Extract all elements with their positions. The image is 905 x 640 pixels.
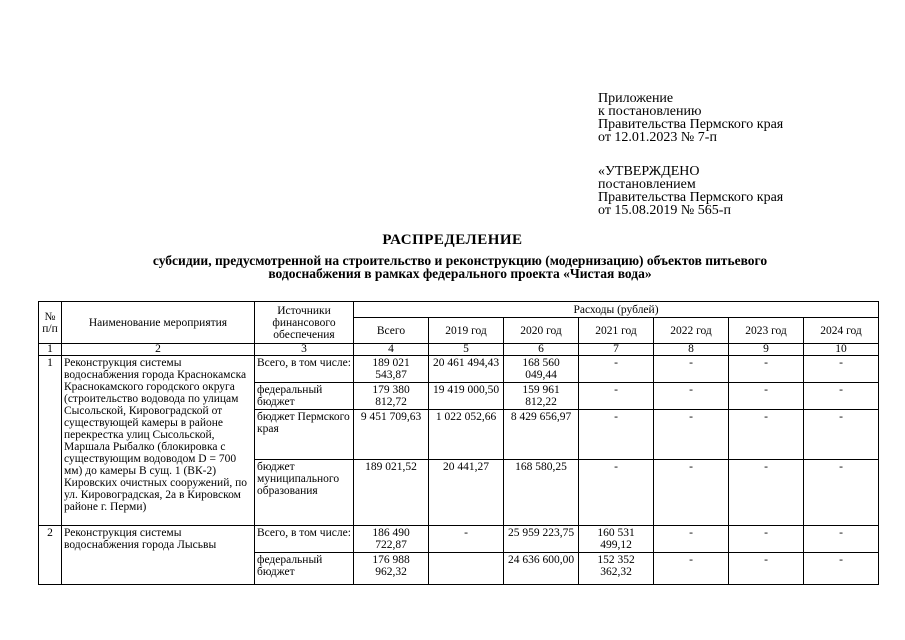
value-cell: 25 959 223,75 [504, 526, 579, 553]
index-cell: 5 [429, 344, 504, 356]
value-cell: - [654, 410, 729, 460]
index-cell: 3 [255, 344, 354, 356]
index-row [39, 344, 879, 356]
value-cell: 8 429 656,97 [504, 410, 579, 460]
value-cell: 20 441,27 [429, 460, 504, 526]
project-name: Реконструкция системы водоснабжения города Лысьвы [62, 526, 255, 585]
approved-line: Правительства Пермского края [598, 190, 784, 205]
project-num: 1 [39, 356, 62, 526]
source-cell: бюджет Пермского края [255, 410, 354, 460]
value-cell: - [804, 356, 879, 383]
header-year: 2020 год [504, 318, 579, 344]
project-num: 2 [39, 526, 62, 585]
header-year: 2023 год [729, 318, 804, 344]
value-cell: - [654, 356, 729, 383]
value-cell: - [804, 460, 879, 526]
distribution-table [38, 301, 879, 585]
value-cell: - [429, 526, 504, 553]
value-cell: - [729, 526, 804, 553]
value-cell: - [804, 553, 879, 585]
value-cell: 19 419 000,50 [429, 383, 504, 410]
index-cell: 4 [354, 344, 429, 356]
source-cell: бюджет муниципального образования [255, 460, 354, 526]
value-cell: 1 022 052,66 [429, 410, 504, 460]
value-cell: - [804, 410, 879, 460]
value-cell: - [804, 383, 879, 410]
value-cell: 160 531 499,12 [579, 526, 654, 553]
index-cell: 8 [654, 344, 729, 356]
value-cell: 9 451 709,63 [354, 410, 429, 460]
header-year: 2022 год [654, 318, 729, 344]
value-cell: 168 580,25 [504, 460, 579, 526]
header-year: 2021 год [579, 318, 654, 344]
approved-block [598, 165, 783, 217]
value-cell: - [579, 460, 654, 526]
value-cell: - [579, 383, 654, 410]
approved-line: от 15.08.2019 № 565-п [598, 203, 731, 218]
value-cell: - [729, 410, 804, 460]
appendix-line: Правительства Пермского края [598, 117, 784, 132]
index-cell: 7 [579, 344, 654, 356]
index-cell: 9 [729, 344, 804, 356]
document-subtitle: субсидии, предусмотренной на строительство и реконструкцию (модернизацию) объектов питьевого водоснабжения в рамках федерального проекта «Чистая вода» [152, 253, 768, 281]
value-cell: - [654, 553, 729, 585]
value-cell: - [654, 460, 729, 526]
source-cell: федеральный бюджет [255, 383, 354, 410]
header-total: Всего [354, 318, 429, 344]
table-row [39, 356, 879, 383]
header-year: 2024 год [804, 318, 879, 344]
header-expenses: Расходы (рублей) [354, 302, 879, 318]
value-cell: 24 636 600,00 [504, 553, 579, 585]
value-cell: - [729, 553, 804, 585]
document-title: РАСПРЕДЕЛЕНИЕ [382, 232, 523, 248]
index-cell: 6 [504, 344, 579, 356]
value-cell: - [729, 460, 804, 526]
header-source: Источники финансового обеспечения [255, 302, 354, 344]
value-cell: - [579, 410, 654, 460]
project-name: Реконструкция системы водоснабжения города Краснокамска Краснокамского городского округа (строительство водовода по улицам Сысольской, Кировоградской от существующей камеры в районе перекрестка улиц Сысольской, Маршала Рыбалко (блокировка с существующим водоводом D = 700 мм) до камеры В сущ. 1 (ВК-2) Кировских очистных сооружений, по ул. Кировоградская, 2а в Кировском районе г. Перми) [62, 356, 255, 526]
value-cell [429, 553, 504, 585]
index-cell: 1 [39, 344, 62, 356]
index-cell: 10 [804, 344, 879, 356]
source-cell: Всего, в том числе: [255, 526, 354, 553]
source-cell: Всего, в том числе: [255, 356, 354, 383]
value-cell: - [654, 383, 729, 410]
appendix-line: к постановлению [598, 104, 702, 119]
appendix-line: от 12.01.2023 № 7-п [598, 130, 717, 145]
value-cell: 20 461 494,43 [429, 356, 504, 383]
value-cell: 168 560 049,44 [504, 356, 579, 383]
value-cell: - [579, 356, 654, 383]
header-year: 2019 год [429, 318, 504, 344]
source-cell: федеральный бюджет [255, 553, 354, 585]
header-row [39, 302, 879, 318]
value-cell: 152 352 362,32 [579, 553, 654, 585]
value-cell: 186 490 722,87 [354, 526, 429, 553]
appendix-line: Приложение [598, 91, 674, 106]
header-name: Наименование мероприятия [62, 302, 255, 344]
value-cell: 189 021,52 [354, 460, 429, 526]
value-cell: - [729, 383, 804, 410]
value-cell: 159 961 812,22 [504, 383, 579, 410]
value-cell: - [654, 526, 729, 553]
header-num: № п/п [39, 302, 62, 344]
value-cell: - [729, 356, 804, 383]
value-cell: 189 021 543,87 [354, 356, 429, 383]
approved-line: «УТВЕРЖДЕНО [598, 164, 700, 179]
index-cell: 2 [62, 344, 255, 356]
appendix-block [598, 92, 783, 144]
approved-line: постановлением [598, 177, 696, 192]
value-cell: 176 988 962,32 [354, 553, 429, 585]
value-cell: 179 380 812,72 [354, 383, 429, 410]
value-cell: - [804, 526, 879, 553]
table-row [39, 526, 879, 553]
